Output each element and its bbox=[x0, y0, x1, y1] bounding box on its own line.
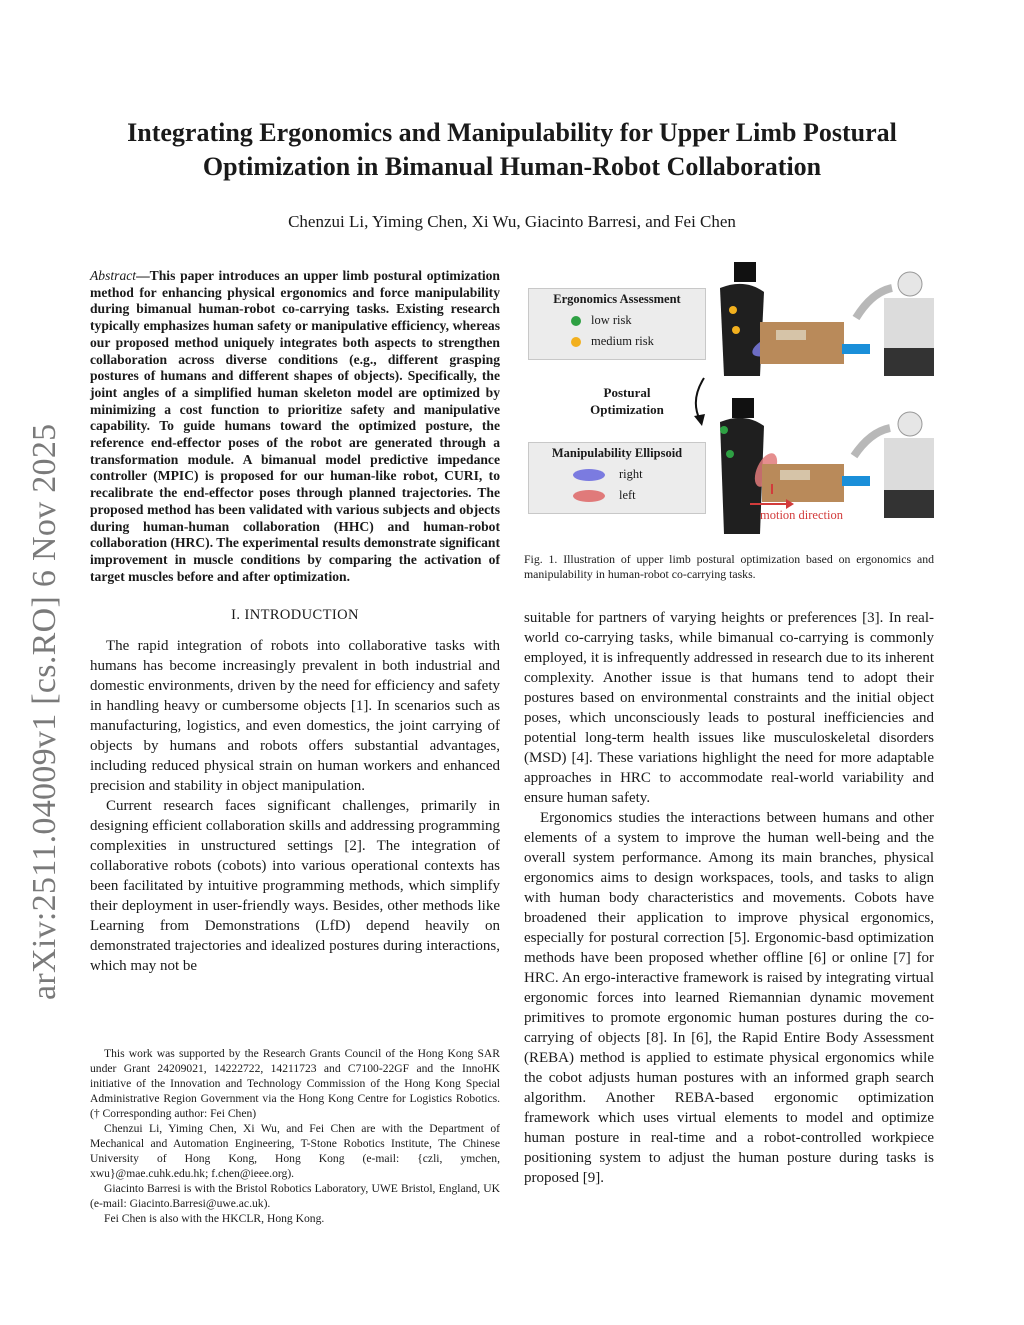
robot-body-icon bbox=[884, 438, 934, 498]
footnote-affiliation-bristol: Giacinto Barresi is with the Bristol Robotics Laboratory, UWE Bristol, England, UK (e-mail: Giacinto.Barresi@uwe.ac.uk). bbox=[90, 1182, 500, 1210]
transition-arrow-line bbox=[696, 378, 704, 420]
section-numeral: I. bbox=[231, 607, 241, 624]
legend-row-right bbox=[573, 467, 705, 482]
robot-base-icon bbox=[884, 348, 934, 376]
intro-paragraph-1: The rapid integration of robots into collaborative tasks with humans has become increasingly prevalent in both industrial and domestic environments, driven by the need for efficiency and safety in handling heavy or cumbersome objects [1]. In scenarios such as manufacturing, logistics, and even domestics, the joint carrying of objects by humans and robots offers substantial advantages, including reduced physical strain on human workers and enhanced precision and stability in object manipulation. bbox=[90, 638, 500, 795]
motion-direction-label: motion direction bbox=[760, 508, 843, 522]
legend-row-left bbox=[573, 488, 705, 503]
section-title-first-letter: I bbox=[244, 607, 250, 624]
manipulability-legend-title: Manipulability Ellipsoid bbox=[551, 446, 683, 460]
abstract-lead: Abstract bbox=[90, 268, 137, 283]
postural-label-line2: Optimization bbox=[590, 402, 664, 417]
abstract-text: This paper introduces an upper limb postural optimization method for enhancing physical ergonomics and force manipulability during bimanual human-robot co-carrying tasks. Existing research typically emphasizes human safety or manipulative efficiency, whereas our proposed method uniquely integrates both aspects to strengthen collaboration across diverse conditions (e.g., different grasping postures of humans and different shapes of objects). Specifically, the joint angles of a simplified human skeleton model are optimized by minimizing a cost function to prioritize safety and manipulative capability. To guide humans toward the optimized posture, the reference end-effector poses of the robot are generated through a transformation module. A bimanual model predictive impedance controller (MPIC) is proposed for our human-like robot, CURI, to recalibrate the end-effector poses through planned trajectories. The proposed method has been validated with various subjects and objects during human-human collaboration (HHC) and human-robot collaboration (HRC). The experimental results demonstrate significant improvement in muscle conditions by comparing the activation of target muscles before and after optimization. bbox=[90, 268, 500, 584]
ergonomics-legend bbox=[528, 288, 706, 360]
medium-risk-marker-icon bbox=[732, 326, 740, 334]
robot-head-icon bbox=[898, 412, 922, 436]
abstract-dash: — bbox=[136, 268, 150, 283]
right-label: right bbox=[619, 467, 643, 481]
footnotes bbox=[90, 1046, 500, 1226]
right-column bbox=[524, 258, 934, 1188]
left-ellipse-icon bbox=[573, 490, 605, 502]
robot-gripper-icon bbox=[842, 476, 870, 486]
human-torso-icon bbox=[720, 284, 764, 376]
low-risk-dot-icon bbox=[571, 316, 581, 326]
box-label-icon bbox=[780, 470, 810, 480]
footnote-affiliation-cuhk: Chenzui Li, Yiming Chen, Xi Wu, and Fei Chen are with the Department of Mechanical and Automation Engineering, T-Stone Robotics Institute, The Chinese University of Hong Kong, Hong Kong (e-mail: {czli, ymchen, xwu}@mae.cuhk.edu.hk; f.chen@ieee.org). bbox=[90, 1122, 500, 1180]
robot-head-icon bbox=[898, 272, 922, 296]
section-title-rest: NTRODUCTION bbox=[249, 607, 359, 624]
face-mask-icon bbox=[734, 262, 756, 282]
left-label: left bbox=[619, 488, 636, 502]
scene-before-optimization bbox=[720, 262, 934, 376]
right-paragraph-2: Ergonomics studies the interactions between humans and other elements of a system to improve the human well-being and the overall system performance. Among its main branches, physical ergonomics aims to design workspaces, tools, and tasks to align with human body characteristics and movements. Cobots have broadened their application to improve physical ergonomics, especially for postural correction [5]. Ergonomic-basd optimization methods have been proposed whether offline [6] or online [7] for HRC. An ergo-interactive framework is raised by integrating virtual ergonomic forces into learned Riemannian dynamic movement primitives to promote ergonomic human postures during the co-carrying of objects [8]. In [6], the Rapid Entire Body Assessment (REBA) method is applied to estimate physical ergonomics while the cobot adjusts human postures with an informed graph search algorithm. Another REBA-based ergonomic optimization framework which uses virtual elements to model and optimize human posture in real-time and a robot-controlled workpiece positioning system to adjust the human posture during tasks is proposed [9]. bbox=[524, 810, 934, 1186]
postural-label-line1: Postural bbox=[603, 385, 651, 400]
intro-paragraph-2: Current research faces significant challenges, primarily in designing efficient collaboration skills and addressing programming complexities in unstructured settings [2]. The integration of collaborative robots (cobots) into various operational contexts has been facilitated by intuitive programming methods, which simplify their deployment in user-friendly ways. Besides, other methods like Learning from Demonstrations (LfD) depend heavily on demonstrated trajectories and idealized postures during interactions, which may not be bbox=[90, 798, 500, 975]
medium-risk-label: medium risk bbox=[591, 334, 654, 348]
section-heading-introduction bbox=[90, 607, 500, 624]
legend-row-low-risk bbox=[571, 313, 705, 328]
section-title bbox=[244, 607, 358, 623]
figure-caption: Fig. 1. Illustration of upper limb postural optimization based on ergonomics and manipulability in human-robot co-carrying tasks. bbox=[524, 552, 934, 581]
low-risk-label: low risk bbox=[591, 313, 632, 327]
right-body-text bbox=[524, 608, 934, 1188]
abstract bbox=[90, 268, 500, 585]
carried-box-icon bbox=[760, 322, 844, 364]
medium-risk-dot-icon bbox=[571, 337, 581, 347]
ergonomics-legend-title: Ergonomics Assessment bbox=[553, 292, 681, 306]
low-risk-marker-icon bbox=[726, 450, 734, 458]
face-mask-icon bbox=[732, 398, 754, 418]
postural-optimization-label bbox=[582, 384, 672, 418]
legend-row-medium-risk bbox=[571, 334, 705, 349]
box-label-icon bbox=[776, 330, 806, 340]
medium-risk-marker-icon bbox=[729, 306, 737, 314]
robot-base-icon bbox=[884, 490, 934, 518]
author-list: Chenzui Li, Yiming Chen, Xi Wu, Giacinto Barresi, and Fei Chen bbox=[288, 212, 736, 231]
figure-1 bbox=[524, 258, 934, 538]
low-risk-marker-icon bbox=[720, 426, 728, 434]
transition-arrow-head-icon bbox=[694, 414, 705, 426]
left-column bbox=[90, 268, 500, 976]
footnote-affiliation-hkclr: Fei Chen is also with the HKCLR, Hong Kong. bbox=[104, 1212, 325, 1225]
footnote-funding: This work was supported by the Research Grants Council of the Hong Kong SAR under Grant 24209021, 14222722, 14211723 and C7100-22GF and the InnoHK initiative of the Innovation and Technology Commission of the Hong Kong Special Administrative Region Government via the Hong Kong Centre for Logistics Robotics. († Corresponding author: Fei Chen) bbox=[90, 1047, 500, 1120]
manipulability-legend bbox=[528, 442, 706, 514]
robot-gripper-icon bbox=[842, 344, 870, 354]
paper-title: Integrating Ergonomics and Manipulability for Upper Limb Postural Optimization in Bimanual Human-Robot Collaboration bbox=[127, 118, 897, 181]
carried-box-icon bbox=[762, 464, 844, 502]
right-paragraph-1: suitable for partners of varying heights or preferences [3]. In real-world co-carrying tasks, while bimanual co-carrying is commonly employed, it is infrequently addressed in research due to its inherent complexity. Another issue is that humans tend to adopt their postures based on environmental constraints and the initial object poses, which unconsciously leads to postural inefficiencies and potential long-term health issues like musculoskeletal disorders (MSD) [4]. These variations highlight the need for more adaptable approaches in HRC to accommodate real-world variability and ensure human safety. bbox=[524, 610, 934, 806]
right-ellipse-icon bbox=[573, 469, 605, 481]
arxiv-identifier: arXiv:2511.04009v1 [cs.RO] 6 Nov 2025 bbox=[26, 423, 63, 1000]
